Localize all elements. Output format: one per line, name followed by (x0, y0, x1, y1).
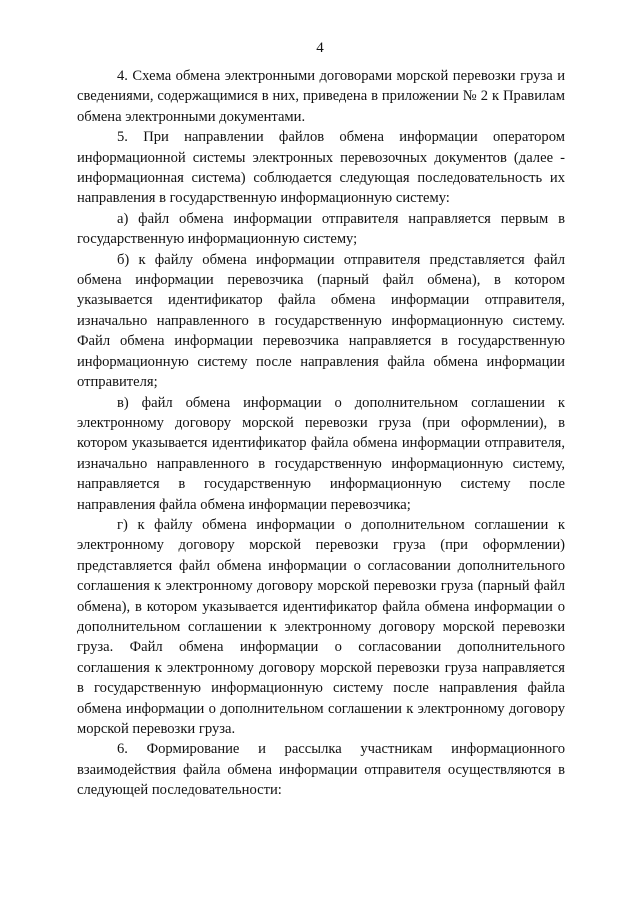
paragraph-item-6: 6. Формирование и рассылка участникам информационного взаимодействия файла обмена информации отправителя осуществляются в следующей последовательности: (77, 741, 565, 799)
paragraph-item-5: 5. При направлении файлов обмена информации оператором информационной системы электронных перевозочных документов (далее - информационная система) соблюдается следующая последовательность их направления в государственную информационную систему: (77, 129, 565, 207)
document-body (77, 66, 565, 801)
subparagraph-b: б) к файлу обмена информации отправителя представляется файл обмена информации перевозчика (парный файл обмена), в котором указывается идентификатор файла обмена информации отправителя, изначально направленного в государственную информационную систему. Файл обмена информации перевозчика направляется в государственную информационную систему после направления файла обмена информации отправителя; (77, 251, 565, 391)
paragraph-item-4: 4. Схема обмена электронными договорами морской перевозки груза и сведениями, содержащимися в них, приведена в приложении № 2 к Правилам обмена электронными документами. (77, 68, 565, 125)
subparagraph-g: г) к файлу обмена информации о дополнительном соглашении к электронному договору морской перевозки груза (при оформлении) представляется файл обмена информации о согласовании дополнительного соглашения к электронному договору морской перевозки груза (парный файл обмена), в котором указывается идентификатор файла обмена информации о дополнительном соглашении к электронному договору морской перевозки груза. Файл обмена информации о согласовании дополнительного соглашения к электронному договору морской перевозки груза направляется в государственную информационную систему после направления файла обмена информации о дополнительном соглашении к электронному договору морской перевозки груза. (77, 516, 565, 737)
subparagraph-v: в) файл обмена информации о дополнительном соглашении к электронному договору морской перевозки груза (при оформлении), в котором указывается идентификатор файла обмена информации отправителя, изначально направленного в государственную информационную систему, направляется в государственную информационную систему после направления файла обмена информации перевозчика; (77, 394, 565, 513)
subparagraph-a: а) файл обмена информации отправителя направляется первым в государственную информационную систему; (77, 210, 565, 248)
page-number: 4 (316, 40, 324, 56)
